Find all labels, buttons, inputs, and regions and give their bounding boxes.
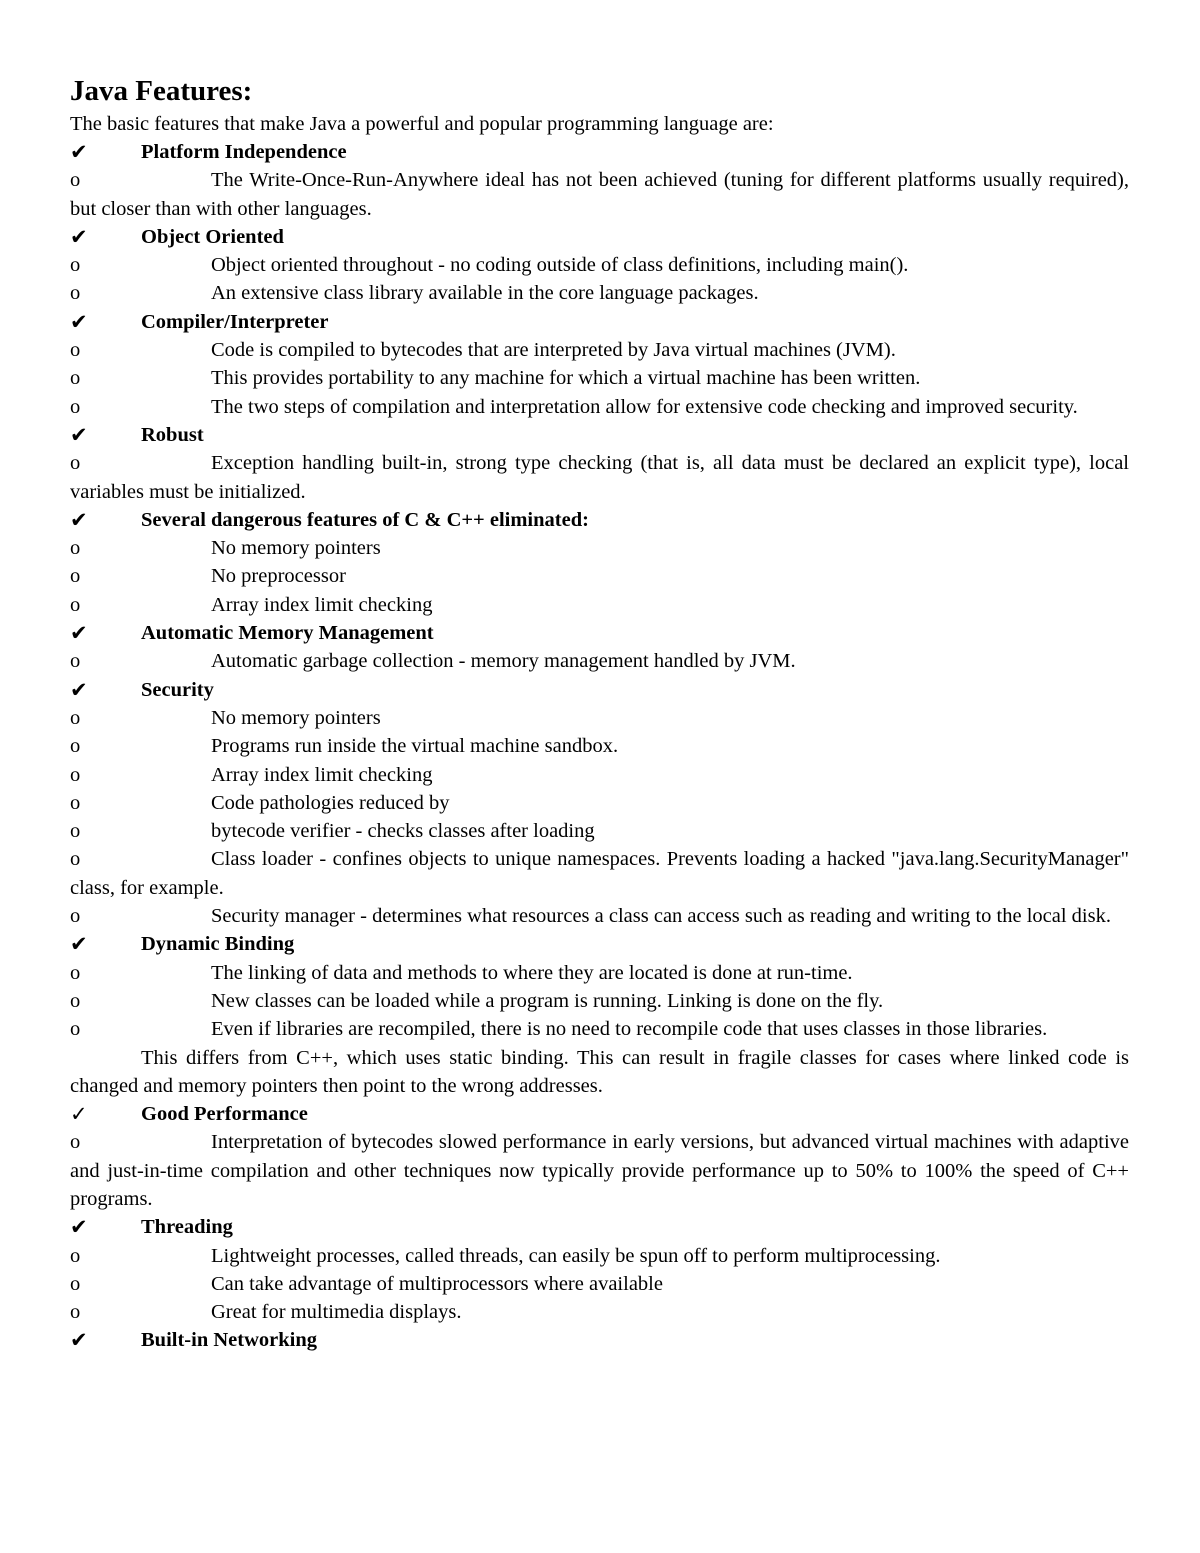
note-paragraph: This differs from C++, which uses static binding. This can result in fragile classes for cases where linked code is changed and memory pointers then point to the wrong addresses. xyxy=(70,1046,1129,1097)
checkmark-icon: ✔ xyxy=(70,1328,88,1353)
bullet-item xyxy=(70,959,1129,987)
checkmark-icon: ✔ xyxy=(70,309,88,334)
bullet-text: Array index limit checking xyxy=(211,763,433,786)
bullet-marker-icon: o xyxy=(70,537,81,560)
bullet-item xyxy=(70,393,1129,421)
bullet-item xyxy=(70,591,1129,619)
bullet-text: bytecode verifier - checks classes after loading xyxy=(211,820,595,843)
bullet-marker-icon: o xyxy=(70,339,81,362)
bullet-marker-icon: o xyxy=(70,820,81,843)
bullet-marker-icon: o xyxy=(70,1272,81,1295)
bullet-item xyxy=(70,1270,1129,1298)
bullet-text: Security manager - determines what resources a class can access such as reading and writing to the local disk. xyxy=(211,905,1111,928)
checkmark-icon: ✔ xyxy=(70,677,88,702)
feature-heading xyxy=(70,506,1129,534)
intro-paragraph: The basic features that make Java a powerful and popular programming language are: xyxy=(70,113,774,135)
bullet-marker-icon: o xyxy=(70,650,81,673)
feature-heading xyxy=(70,308,1129,336)
bullet-marker-icon: o xyxy=(70,1131,81,1154)
bullet-text: No memory pointers xyxy=(211,706,381,729)
bullet-item xyxy=(70,761,1129,789)
checkmark-icon: ✔ xyxy=(70,422,88,447)
bullet-item xyxy=(70,364,1129,392)
bullet-marker-icon: o xyxy=(70,763,81,786)
feature-heading-text: Compiler/Interpreter xyxy=(141,310,329,333)
bullet-text: Interpretation of bytecodes slowed performance in early versions, but advanced virtual machines with adaptive and just-in-time compilation and other techniques now typically provide performance up to 50% to 100% the speed of C++ programs. xyxy=(70,1131,1129,1210)
bullet-item xyxy=(70,534,1129,562)
bullet-text: The two steps of compilation and interpretation allow for extensive code checking and improved security. xyxy=(211,395,1078,418)
feature-heading xyxy=(70,930,1129,958)
bullet-marker-icon: o xyxy=(70,1018,81,1041)
bullet-item xyxy=(70,817,1129,845)
bullet-text: New classes can be loaded while a program is running. Linking is done on the fly. xyxy=(211,989,884,1012)
bullet-item xyxy=(70,1128,1129,1213)
feature-sections xyxy=(70,138,1129,1355)
bullet-text: Can take advantage of multiprocessors where available xyxy=(211,1272,663,1295)
feature-heading-text: Automatic Memory Management xyxy=(141,622,434,645)
bullet-text: The Write-Once-Run-Anywhere ideal has not been achieved (tuning for different platforms usually required), but closer than with other languages. xyxy=(70,169,1129,220)
bullet-item xyxy=(70,166,1129,223)
feature-heading xyxy=(70,1326,1129,1354)
bullet-text: Class loader - confines objects to unique namespaces. Prevents loading a hacked "java.lang.SecurityManager" class, for example. xyxy=(70,848,1129,899)
checkmark-icon: ✔ xyxy=(70,224,88,249)
bullet-text: No memory pointers xyxy=(211,537,381,560)
bullet-marker-icon: o xyxy=(70,961,81,984)
bullet-marker-icon: o xyxy=(70,735,81,758)
bullet-item xyxy=(70,789,1129,817)
bullet-text: Even if libraries are recompiled, there is no need to recompile code that uses classes in those libraries. xyxy=(211,1018,1048,1041)
bullet-item xyxy=(70,902,1129,930)
checkmark-icon: ✓ xyxy=(70,1102,88,1127)
bullet-marker-icon: o xyxy=(70,282,81,305)
checkmark-icon: ✔ xyxy=(70,621,88,646)
bullet-text: Exception handling built-in, strong type checking (that is, all data must be declared an explicit type), local variables must be initialized. xyxy=(70,452,1129,503)
bullet-item xyxy=(70,562,1129,590)
bullet-text: Great for multimedia displays. xyxy=(211,1301,462,1324)
bullet-marker-icon: o xyxy=(70,169,81,192)
bullet-marker-icon: o xyxy=(70,1244,81,1267)
feature-heading xyxy=(70,1213,1129,1241)
checkmark-icon: ✔ xyxy=(70,1215,88,1240)
bullet-item xyxy=(70,704,1129,732)
checkmark-icon: ✔ xyxy=(70,507,88,532)
feature-heading xyxy=(70,138,1129,166)
bullet-item xyxy=(70,449,1129,506)
bullet-marker-icon: o xyxy=(70,905,81,928)
bullet-text: This provides portability to any machine for which a virtual machine has been written. xyxy=(211,367,921,390)
bullet-marker-icon: o xyxy=(70,706,81,729)
bullet-marker-icon: o xyxy=(70,452,81,475)
bullet-item xyxy=(70,987,1129,1015)
feature-heading xyxy=(70,1100,1129,1128)
feature-heading xyxy=(70,619,1129,647)
bullet-item xyxy=(70,1298,1129,1326)
bullet-marker-icon: o xyxy=(70,593,81,616)
feature-heading-text: Robust xyxy=(141,423,204,446)
bullet-text: An extensive class library available in the core language packages. xyxy=(211,282,759,305)
bullet-text: Automatic garbage collection - memory management handled by JVM. xyxy=(211,650,796,673)
feature-heading xyxy=(70,223,1129,251)
bullet-item xyxy=(70,336,1129,364)
bullet-item xyxy=(70,647,1129,675)
bullet-marker-icon: o xyxy=(70,848,81,871)
feature-heading xyxy=(70,676,1129,704)
bullet-marker-icon: o xyxy=(70,565,81,588)
bullet-text: Programs run inside the virtual machine sandbox. xyxy=(211,735,619,758)
feature-heading-text: Security xyxy=(141,678,214,701)
bullet-text: Lightweight processes, called threads, can easily be spun off to perform multiprocessing. xyxy=(211,1244,941,1267)
bullet-text: Array index limit checking xyxy=(211,593,433,616)
document-page xyxy=(70,72,1129,1355)
document-title: Java Features: xyxy=(70,75,253,107)
bullet-marker-icon: o xyxy=(70,395,81,418)
bullet-text: Code is compiled to bytecodes that are interpreted by Java virtual machines (JVM). xyxy=(211,339,896,362)
bullet-marker-icon: o xyxy=(70,1301,81,1324)
bullet-marker-icon: o xyxy=(70,791,81,814)
bullet-item xyxy=(70,251,1129,279)
feature-heading xyxy=(70,421,1129,449)
bullet-marker-icon: o xyxy=(70,989,81,1012)
bullet-item xyxy=(70,732,1129,760)
bullet-item xyxy=(70,279,1129,307)
feature-heading-text: Threading xyxy=(141,1216,233,1239)
feature-heading-text: Object Oriented xyxy=(141,225,284,248)
feature-heading-text: Several dangerous features of C & C++ eliminated: xyxy=(141,508,589,531)
bullet-text: Code pathologies reduced by xyxy=(211,791,450,814)
bullet-text: Object oriented throughout - no coding outside of class definitions, including main(). xyxy=(211,254,909,277)
bullet-item xyxy=(70,1015,1129,1043)
feature-heading-text: Platform Independence xyxy=(141,141,347,163)
checkmark-icon: ✔ xyxy=(70,140,88,164)
bullet-item xyxy=(70,1242,1129,1270)
bullet-marker-icon: o xyxy=(70,254,81,277)
bullet-marker-icon: o xyxy=(70,367,81,390)
bullet-text: No preprocessor xyxy=(211,565,346,588)
feature-heading-text: Dynamic Binding xyxy=(141,933,295,956)
feature-heading-text: Good Performance xyxy=(141,1103,308,1126)
bullet-text: The linking of data and methods to where they are located is done at run-time. xyxy=(211,961,853,984)
checkmark-icon: ✔ xyxy=(70,932,88,957)
bullet-item xyxy=(70,845,1129,902)
feature-heading-text: Built-in Networking xyxy=(141,1329,317,1352)
